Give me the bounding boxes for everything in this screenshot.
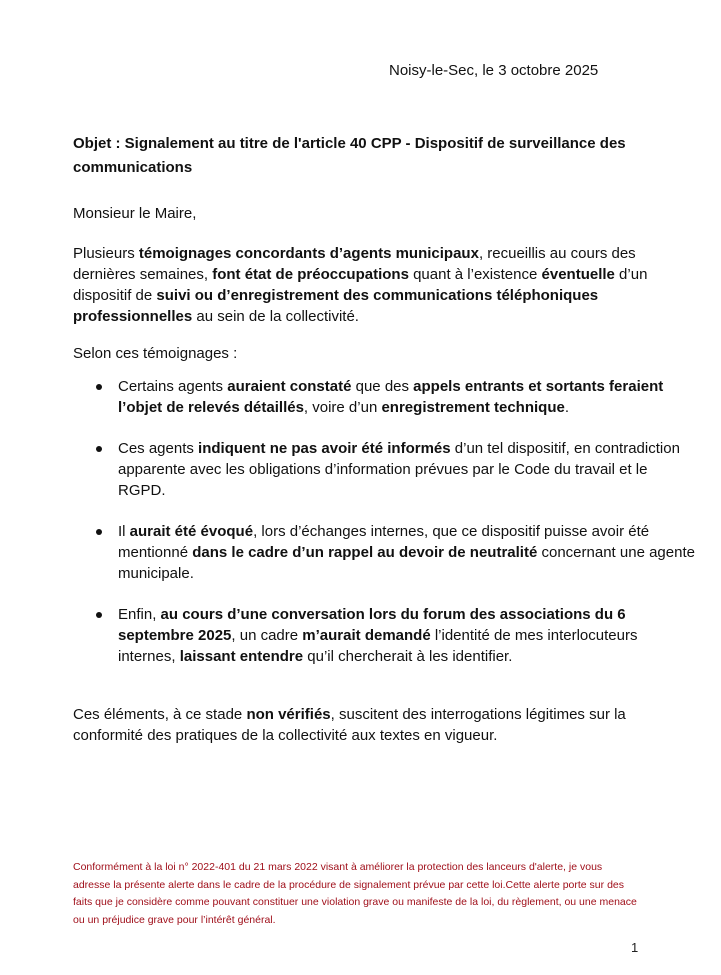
bold-text-run: non vérifiés [246, 706, 331, 723]
list-item [73, 376, 698, 418]
text-run: Il [118, 523, 130, 540]
bold-text-run: font état de préoccupations [212, 266, 409, 283]
bullet-icon [96, 529, 102, 535]
text-run: quant à l’existence [408, 266, 542, 283]
list-item [73, 438, 698, 501]
list-item [73, 521, 698, 584]
text-run: Plusieurs [73, 245, 139, 262]
text-run: d’un dispositif de [73, 266, 648, 304]
text-run: l’identité de mes interlocuteurs internes, [118, 627, 638, 665]
bullet-icon [96, 446, 102, 452]
list-item-text [118, 606, 637, 665]
lead-in-paragraph: Selon ces témoignages : [73, 345, 238, 362]
subject-line: Objet : Signalement au titre de l'article 40 CPP - Dispositif de surveillance des communications [73, 135, 626, 176]
bullet-icon [96, 612, 102, 618]
bold-text-run: au cours d’une conversation lors du forum des associations du 6 septembre 2025 [118, 606, 626, 644]
legal-notice: Conformément à la loi n° 2022-401 du 21 mars 2022 visant à améliorer la protection des lanceurs d'alerte, je vous adresse la présente alerte dans le cadre de la procédure de signalement prévue par cette loi.Cette alerte porte sur des faits que je considère comme pouvant constituer une violation grave ou manifeste de la loi, du règlement, ou une menace ou un préjudice grave pour l’intérêt général. [73, 861, 637, 926]
text-run: , un cadre [231, 627, 303, 644]
bold-text-run: m’aurait demandé [302, 627, 431, 644]
text-run: , recueillis au cours des dernières semaines, [73, 245, 636, 283]
text-run: , suscitent des interrogations légitimes sur la conformité des pratiques de la collectivité aux textes en vigueur. [73, 706, 626, 744]
text-run: Ces éléments, à ce stade [73, 706, 247, 723]
list-item-text [118, 440, 680, 499]
text-run: que des [351, 378, 414, 395]
list-item-text [118, 378, 663, 416]
text-run: , lors d’échanges internes, que ce dispositif puisse avoir été mentionné [118, 523, 650, 561]
text-run: Ces agents [118, 440, 199, 457]
page-number: 1 [631, 940, 639, 955]
place-date: Noisy-le-Sec, le 3 octobre 2025 [389, 62, 599, 79]
bold-text-run: laissant entendre [179, 648, 304, 665]
text-run: , voire d’un [303, 399, 382, 416]
text-run: concernant une agente municipale. [118, 544, 695, 582]
text-run: qu’il chercherait à les identifier. [303, 648, 513, 665]
text-run: au sein de la collectivité. [192, 308, 359, 325]
bold-text-run: indiquent ne pas avoir été informés [198, 440, 451, 457]
bold-text-run: témoignages concordants d’agents municipaux [138, 245, 479, 262]
salutation: Monsieur le Maire, [73, 205, 197, 222]
bullet-icon [96, 384, 102, 390]
bold-text-run: enregistrement technique [381, 399, 565, 416]
bold-text-run: suivi ou d’enregistrement des communications téléphoniques professionnelles [73, 287, 599, 325]
conclusion-paragraph [73, 704, 648, 746]
text-run: d’un tel dispositif, en contradiction apparente avec les obligations d’information prévues par le Code du travail et le RGPD. [118, 440, 680, 499]
list-item [73, 604, 698, 667]
bold-text-run: éventuelle [541, 266, 615, 283]
bold-text-run: auraient constaté [227, 378, 352, 395]
list-item-text [118, 523, 695, 582]
text-run: Enfin, [118, 606, 161, 623]
text-run: . [564, 399, 570, 416]
intro-paragraph [73, 243, 648, 327]
text-run: Certains agents [118, 378, 228, 395]
bold-text-run: dans le cadre d’un rappel au devoir de neutralité [192, 544, 538, 561]
bold-text-run: aurait été évoqué [129, 523, 254, 540]
bold-text-run: appels entrants et sortants feraient l’objet de relevés détaillés [118, 378, 664, 416]
